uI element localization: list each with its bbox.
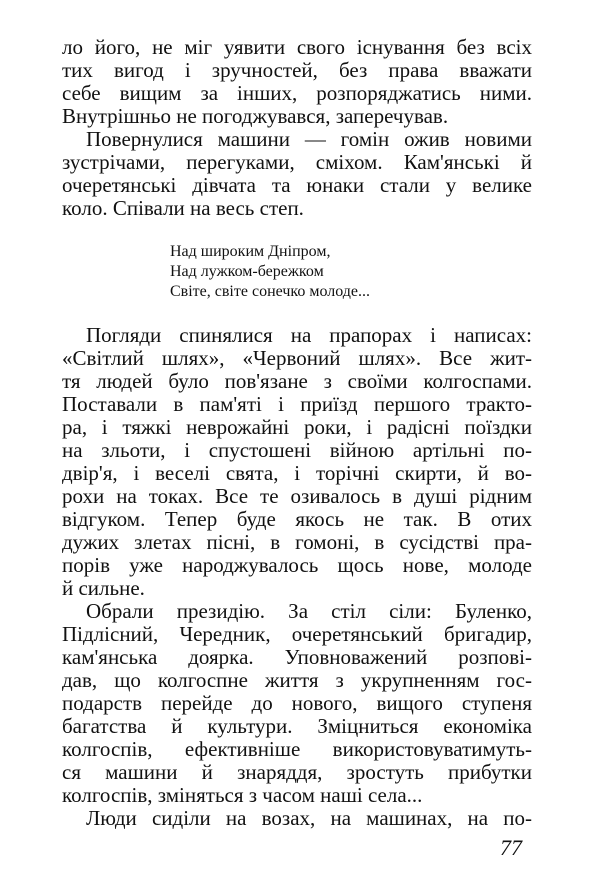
text-line: тя людей було пов'язане з своїми колгоспами.: [62, 369, 532, 393]
verse-line: Над лужком-бережком: [170, 263, 324, 280]
paragraph-3: [62, 324, 532, 600]
text-line: Підлісний, Чередник, очеретянський бригадир,: [62, 622, 532, 646]
text-line: рохи на токах. Все те озивалось в душі рідним: [62, 484, 532, 508]
text-line: відгуком. Тепер буде якось не так. В отих: [62, 507, 532, 531]
text-line: Обрали президію. За стіл сіли: Буленко,: [86, 599, 532, 623]
text-line: дужих злетах пісні, в гомоні, в сусідстві пра-: [62, 530, 532, 554]
text-line: ра, і тяжкі неврожайні роки, і радісні поїздки: [62, 415, 532, 439]
text-line: зустрічами, перегуками, сміхом. Кам'янські й: [62, 150, 532, 174]
text-line: подарств перейде до нового, вищого ступеня: [62, 691, 532, 715]
text-line: тих вигод і зручностей, без права вважати: [62, 58, 532, 82]
verse-line: Світе, світе сонечко молоде...: [170, 283, 371, 300]
verse-line: Над широким Дніпром,: [170, 243, 331, 260]
paragraph-4: [62, 600, 532, 807]
text-line: двір'я, і веселі свята, і торічні скирти, й во-: [62, 461, 532, 485]
paragraph-5: [62, 807, 532, 830]
text-line: колгоспів, зміняться з часом наші села...: [62, 783, 423, 807]
text-line: себе вищим за інших, розпоряджатись ними.: [62, 81, 532, 105]
text-line: на зльоти, і спустошені війною артільні по-: [62, 438, 532, 462]
text-line: Погляди спинялися на прапорах і написах:: [86, 323, 532, 347]
text-line: «Світлий шлях», «Червоний шлях». Все жит-: [62, 346, 532, 370]
text-line: порів уже народжувалось щось нове, молоде: [62, 553, 532, 577]
text-line: коло. Співали на весь степ.: [62, 196, 304, 220]
paragraph-1: [62, 36, 532, 128]
song-verse: [170, 242, 532, 302]
text-line: Люди сиділи на возах, на машинах, на по-: [86, 806, 532, 830]
paragraph-2: [62, 128, 532, 220]
text-line: кам'янська доярка. Уповноважений розпові-: [62, 645, 532, 669]
text-line: Повернулися машини — гомін ожив новими: [86, 127, 532, 151]
text-line: колгоспів, ефективніше використовуватимуть-: [62, 737, 532, 761]
text-line: дав, що колгоспне життя з укрупненням гос-: [62, 668, 532, 692]
page-number: 77: [500, 835, 522, 860]
text-line: очеретянські дівчата та юнаки стали у велике: [62, 173, 532, 197]
text-line: ся машини й знаряддя, зростуть прибутки: [62, 760, 532, 784]
text-line: ло його, не міг уявити свого існування без всіх: [62, 35, 532, 59]
text-line: й сильне.: [62, 576, 145, 600]
text-line: Внутрішньо не погоджувався, заперечував.: [62, 104, 449, 128]
text-line: багатства й культури. Зміцниться економіка: [62, 714, 532, 738]
text-line: Поставали в пам'яті і приїзд першого тракто-: [62, 392, 532, 416]
book-page: [62, 36, 532, 830]
